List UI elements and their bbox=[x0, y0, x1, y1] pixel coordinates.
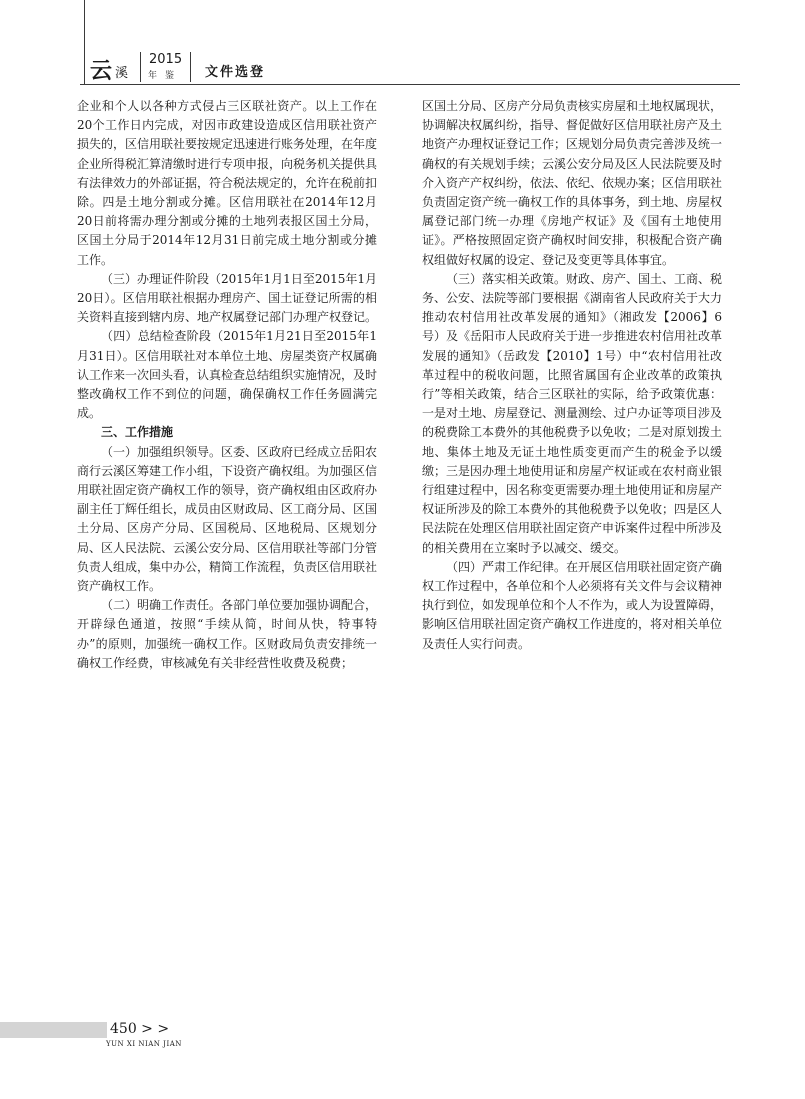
yearbook-year: 2015 bbox=[149, 52, 183, 67]
paragraph-continuation: 区国土分局、区房产分局负责核实房屋和土地权属现状，协调解决权属纠纷，指导、督促做好区信用联社房产及土地资产办理权证登记工作；区规划分局负责完善涉及统一确权的有关规划手续；云溪公安分局及区人民法院要及时介入资产产权纠纷，依法、依纪、依规办案；区信用联社负责固定资产统一确权工作的具体事务，到土地、房屋权属登记部门统一办理《房地产权证》及《国有土地使用证》。严格按照固定资产确权时间安排，积极配合资产确权组做好权属的设定、登记及变更等具体事宜。 bbox=[422, 99, 723, 267]
logo-character-yun: 云 bbox=[90, 58, 114, 84]
footer-bar bbox=[0, 1022, 107, 1038]
right-column bbox=[422, 97, 722, 654]
page-number: 450 > > bbox=[110, 1021, 170, 1037]
logo-character-xi: 溪 bbox=[115, 66, 129, 81]
header-separator bbox=[140, 52, 141, 82]
header-separator bbox=[190, 52, 191, 82]
paragraph: （三）办理证件阶段（2015年1月1日至2015年1月20日）。区信用联社根据办理房产、国土证登记所需的相关资料直接到辖内房、地产权属登记部门办理产权登记。 bbox=[77, 271, 378, 325]
paragraph: （四）严肃工作纪律。在开展区信用联社固定资产确权工作过程中，各单位和个人必须将有关文件与会议精神执行到位，如发现单位和个人不作为，或人为设置障碍，影响区信用联社固定资产确权工作进度的，将对相关单位及责任人实行问责。 bbox=[422, 559, 723, 651]
section-title: 文件选登 bbox=[205, 65, 266, 80]
header-horizontal-rule bbox=[80, 84, 740, 85]
paragraph: （四）总结检查阶段（2015年1月21日至2015年1月31日）。区信用联社对本单位土地、房屋类资产权属确认工作来一次回头看，认真检查总结组织实施情况，及时整改确权工作不到位的问题，确保确权工作任务圆满完成。 bbox=[77, 329, 378, 421]
header-vertical-rule bbox=[84, 0, 85, 84]
footer-subtitle: YUN XI NIAN JIAN bbox=[106, 1040, 182, 1048]
paragraph: （二）明确工作责任。各部门单位要加强协调配合，开辟绿色通道，按照“手续从简，时间从快，特事特办”的原则，加强统一确权工作。区财政局负责安排统一确权工作经费，审核减免有关非经营性收费及税费； bbox=[77, 598, 378, 670]
paragraph: （一）加强组织领导。区委、区政府已经成立岳阳农商行云溪区筹建工作小组，下设资产确权组。为加强区信用联社固定资产确权工作的领导，资产确权组由区政府办副主任丁辉任组长，成员由区财政局、区工商分局、区国土分局、区房产分局、区国税局、区地税局、区规划分局、区人民法院、云溪公安分局、区信用联社等部门分管负责人组成，集中办公，精简工作流程，负责区信用联社资产确权工作。 bbox=[77, 444, 378, 594]
section-heading: 三、工作措施 bbox=[101, 425, 174, 440]
paragraph-continuation: 企业和个人以各种方式侵占三区联社资产。以上工作在20个工作日内完成，对因市政建设造成区信用联社资产损失的，区信用联社要按规定迅速进行账务处理，在年度企业所得税汇算清缴时进行专项申报，向税务机关提供具有法律效力的外部证据，符合税法规定的，允许在税前扣除。四是土地分割或分摊。区信用联社在2014年12月20日前将需办理分割或分摊的土地列表报区国土分局，区国土分局于2014年12月31日前完成土地分割或分摊工作。 bbox=[77, 99, 378, 267]
paragraph: （三）落实相关政策。财政、房产、国土、工商、税务、公安、法院等部门要根据《湖南省人民政府关于大力推动农村信用社改革发展的通知》（湘政发【2006】6号）及《岳阳市人民政府关于进一步推进农村信用社改革发展的通知》（岳政发【2010】1号）中“农村信用社改革过程中的税收问题，比照省属国有企业改革的政策执行”等相关政策，结合三区联社的实际，给予政策优惠：一是对土地、房屋登记、测量测绘、过户办证等项目涉及的税费除工本费外的其他税费予以免收；二是对原划拨土地、集体土地及无证土地性质变更而产生的税金予以缓缴；三是因办理土地使用证和房屋产权证或在农村商业银行组建过程中，因名称变更需要办理土地使用证和房屋产权证所涉及的除工本费外的其他税费予以免收；四是区人民法院在处理区信用联社固定资产申诉案件过程中所涉及的相关费用在立案时予以减交、缓交。 bbox=[422, 271, 723, 555]
yearbook-label: 年鉴 bbox=[148, 71, 183, 81]
left-column bbox=[77, 97, 377, 673]
